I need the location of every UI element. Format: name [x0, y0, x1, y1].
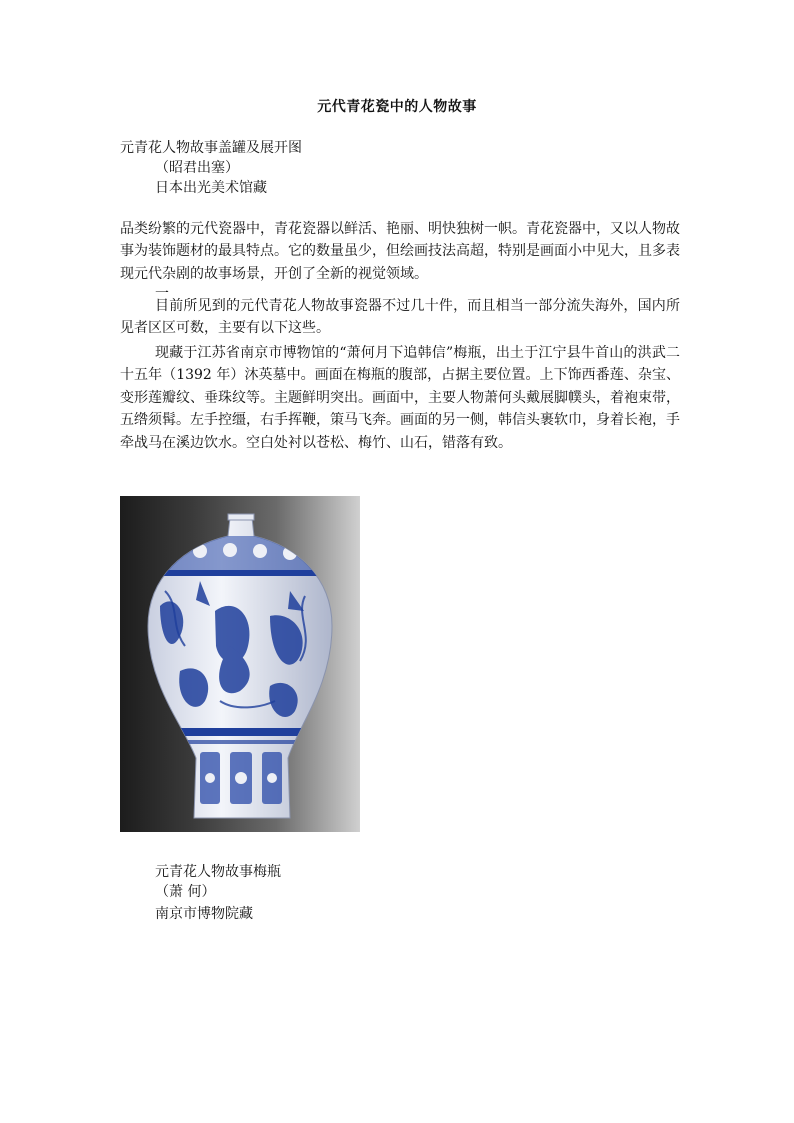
paragraph-overview: 目前所见到的元代青花人物故事瓷器不过几十件，而且相当一部分流失海外，国内所见者区区可数，主要有以下这些。 [120, 298, 680, 337]
top-caption-subject: （昭君出塞） [155, 160, 239, 176]
top-caption-title: 元青花人物故事盖罐及展开图 [120, 140, 302, 156]
page-title: 元代青花瓷中的人物故事 [317, 99, 477, 115]
bottom-caption-subject: （萧 何） [155, 884, 216, 900]
top-caption-collection: 日本出光美术馆藏 [155, 180, 267, 196]
paragraph-meiping: 现藏于江苏省南京市博物馆的“萧何月下追韩信”梅瓶，出土于江宁县牛首山的洪武二十五年（1392 年）沐英墓中。画面在梅瓶的腹部，占据主要位置。上下饰西番莲、杂宝、变形莲瓣纹、垂珠纹等。主题鲜明突出。画面中，主要人物萧何头戴展脚幞头，着袍束带，五绺须髯。左手控缰，右手挥鞭，策马飞奔。画面的另一侧，韩信头裹软巾，身着长袍，手牵战马在溪边饮水。空白处衬以苍松、梅竹、山石，错落有致。 [120, 345, 680, 451]
bottom-caption-collection: 南京市博物院藏 [155, 906, 253, 922]
bottom-caption-title: 元青花人物故事梅瓶 [155, 864, 281, 880]
section-marker: 一 [155, 286, 169, 302]
paragraph-intro: 品类纷繁的元代瓷器中，青花瓷器以鲜活、艳丽、明快独树一帜。青花瓷器中，又以人物故事为装饰题材的最具特点。它的数量虽少，但绘画技法高超，特别是画面小中见大，且多表现元代杂剧的故事场景，开创了全新的视觉领域。 [120, 221, 680, 282]
meiping-vase-illustration [120, 496, 360, 832]
meiping-vase-photo [120, 496, 360, 832]
